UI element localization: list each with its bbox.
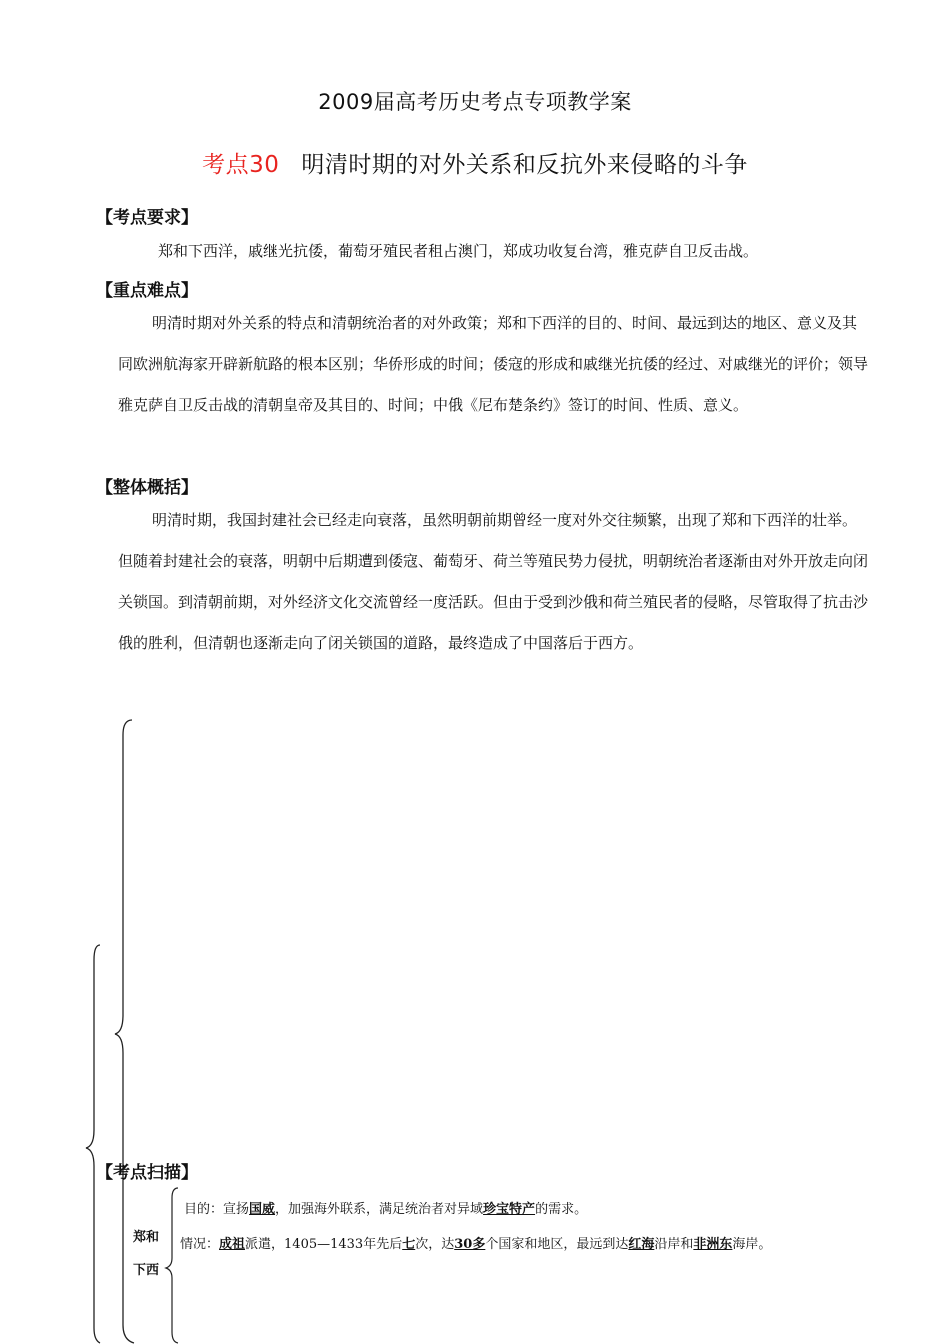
keyword-treasures: 珍宝特产 [483, 1202, 536, 1217]
topic-heading [0, 146, 950, 179]
situation-line [180, 1233, 771, 1252]
purpose-text-1: 目的：宣扬 [184, 1202, 250, 1217]
purpose-text-3: 的需求。 [535, 1202, 588, 1217]
keyword-red-sea: 红海 [628, 1237, 655, 1252]
section-heading-overview: 【整体概括】 [96, 478, 198, 498]
situation-text-6: 海岸。 [732, 1237, 772, 1252]
section-heading-requirements: 【考点要求】 [96, 208, 198, 228]
zhenghe-label-line1: 郑和 [133, 1230, 160, 1245]
keyword-seven: 七 [402, 1237, 416, 1252]
section-heading-key-points: 【重点难点】 [96, 281, 198, 301]
situation-text-1: 情况： [180, 1237, 220, 1252]
keyword-guowei: 国威 [249, 1202, 276, 1217]
outer-brace [115, 720, 134, 1343]
requirements-text: 郑和下西洋，戚继光抗倭，葡萄牙殖民者租占澳门，郑成功收复台湾，雅克萨自卫反击战。 [158, 242, 759, 260]
situation-text-5: 沿岸和 [654, 1237, 694, 1252]
zhenghe-label-line2: 下西 [133, 1263, 160, 1278]
topic-number: 考点30 [202, 152, 280, 178]
document-title: 2009届高考历史考点专项教学案 [318, 90, 632, 114]
section-heading-scan: 【考点扫描】 [96, 1163, 198, 1183]
purpose-text-2: ，加强海外联系，满足统治者对异域 [275, 1202, 484, 1217]
situation-text-3: 次，达 [415, 1237, 455, 1252]
topic-title: 明清时期的对外关系和反抗外来侵略的斗争 [301, 152, 748, 178]
keyword-30-plus: 30多 [454, 1237, 486, 1252]
big-left-brace [86, 945, 100, 1343]
situation-text-2: 派遣，1405—1433年先后 [245, 1237, 403, 1252]
zhenghe-brace [166, 1188, 178, 1343]
overview-text: 明清时期，我国封建社会已经走向衰落，虽然明朝前期曾经一度对外交往频繁，出现了郑和下西洋的壮举。但随着封建社会的衰落，明朝中后期遭到倭寇、葡萄牙、荷兰等殖民势力侵扰，明朝统治者逐渐由对外开放走向闭关锁国。到清朝前期，对外经济文化交流曾经一度活跃。但由于受到沙俄和荷兰殖民者的侵略，尽管取得了抗击沙俄的胜利，但清朝也逐渐走向了闭关锁国的道路，最终造成了中国落后于西方。 [118, 511, 869, 652]
keyword-chengzu: 成祖 [219, 1237, 246, 1252]
situation-text-4: 个国家和地区，最远到达 [485, 1237, 629, 1252]
purpose-line [184, 1198, 587, 1217]
keyword-east-africa: 非洲东 [693, 1237, 733, 1252]
key-points-text: 明清时期对外关系的特点和清朝统治者的对外政策；郑和下西洋的目的、时间、最远到达的地区、意义及其同欧洲航海家开辟新航路的根本区别；华侨形成的时间；倭寇的形成和戚继光抗倭的经过、对戚继光的评价；领导雅克萨自卫反击战的清朝皇帝及其目的、时间；中俄《尼布楚条约》签订的时间、性质、意义。 [118, 314, 869, 414]
